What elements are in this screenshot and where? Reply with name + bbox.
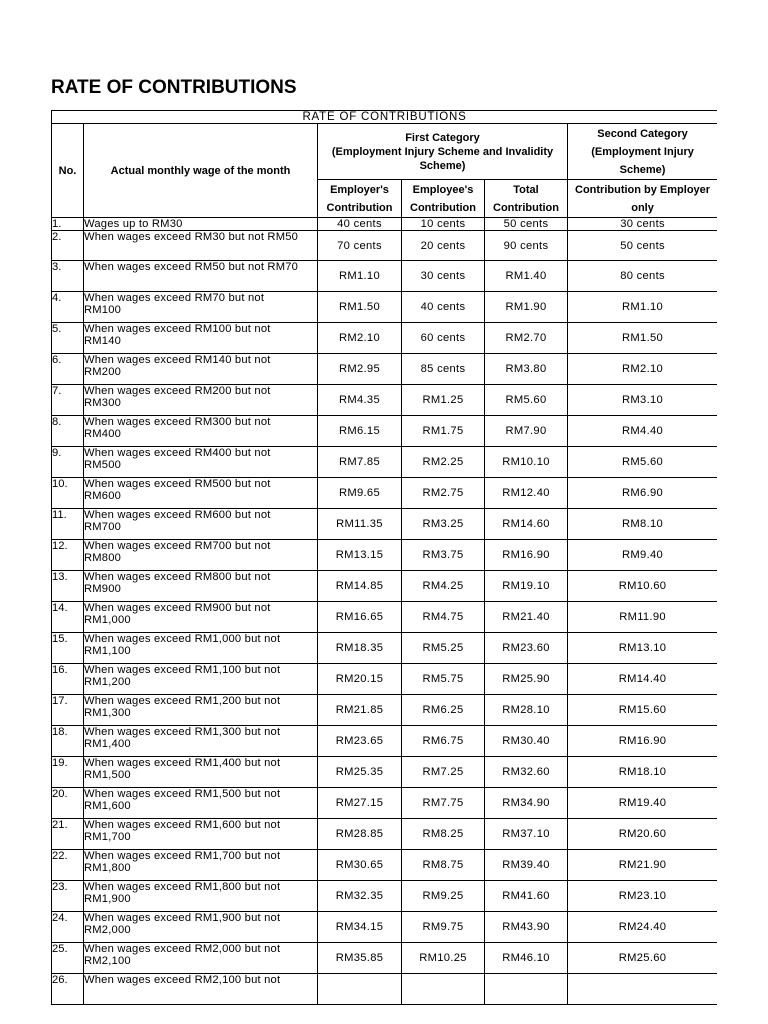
total-contribution: RM3.80 [485, 354, 568, 385]
employer-only-contribution [568, 974, 718, 1005]
total-contribution: RM32.60 [485, 757, 568, 788]
wage-range [84, 218, 318, 231]
wage-range-line2: RM1,200 [84, 676, 131, 688]
employee-contribution: RM10.25 [402, 943, 485, 974]
employer-only-contribution: RM15.60 [568, 695, 718, 726]
employer-contribution: RM1.50 [318, 292, 402, 323]
wage-range-line2: RM800 [84, 552, 122, 564]
table-container [51, 110, 717, 1024]
employer-contribution [318, 974, 402, 1005]
row-number: 13. [52, 571, 84, 602]
wage-range [84, 881, 318, 912]
header-employee-contribution [402, 180, 485, 218]
employer-only-header-line2: only [631, 201, 654, 214]
row-number: 2. [52, 231, 84, 261]
employer-only-contribution: 50 cents [568, 231, 718, 261]
table-row [52, 571, 718, 602]
row-number: 20. [52, 788, 84, 819]
wage-range-line2: RM2,100 [84, 955, 131, 967]
employer-contribution: 40 cents [318, 218, 402, 231]
total-contribution: RM21.40 [485, 602, 568, 633]
total-contribution [485, 974, 568, 1005]
total-contribution: 50 cents [485, 218, 568, 231]
employer-contribution: RM2.10 [318, 323, 402, 354]
employee-contribution: RM1.75 [402, 416, 485, 447]
employee-contribution: RM7.25 [402, 757, 485, 788]
header-second-category [568, 124, 718, 180]
employer-contribution: RM18.35 [318, 633, 402, 664]
wage-range-line1: Wages up to RM30 [84, 218, 183, 230]
employer-only-contribution: RM11.90 [568, 602, 718, 633]
employee-contribution [402, 974, 485, 1005]
employer-contribution: RM27.15 [318, 788, 402, 819]
wage-range-line2: RM140 [84, 335, 122, 347]
wage-range-line1: When wages exceed RM300 but not [84, 416, 271, 428]
employee-header-line2: Contribution [410, 201, 476, 214]
wage-range [84, 231, 318, 261]
wage-range-line2: RM200 [84, 366, 122, 378]
wage-range [84, 633, 318, 664]
header-row [52, 124, 718, 180]
employer-header-line1: Employer's [330, 183, 389, 196]
wage-range-line1: When wages exceed RM1,600 but not [84, 819, 281, 831]
employer-only-contribution: RM14.40 [568, 664, 718, 695]
contribution-rate-table [51, 110, 717, 1005]
table-row [52, 447, 718, 478]
wage-range-line1: When wages exceed RM2,100 but not [84, 974, 281, 986]
employer-contribution: RM13.15 [318, 540, 402, 571]
table-row [52, 695, 718, 726]
table-row [52, 261, 718, 292]
employer-contribution: RM30.65 [318, 850, 402, 881]
employee-contribution: 85 cents [402, 354, 485, 385]
table-row [52, 974, 718, 1005]
table-row [52, 943, 718, 974]
table-row [52, 602, 718, 633]
employer-only-contribution: RM6.90 [568, 478, 718, 509]
wage-range [84, 974, 318, 1005]
wage-range-line2: RM1,000 [84, 614, 131, 626]
employer-contribution: RM14.85 [318, 571, 402, 602]
header-employer-only [568, 180, 718, 218]
total-contribution: RM14.60 [485, 509, 568, 540]
row-number: 10. [52, 478, 84, 509]
employer-contribution: RM34.15 [318, 912, 402, 943]
wage-range-line2: RM500 [84, 459, 122, 471]
table-row [52, 323, 718, 354]
employee-contribution: RM2.25 [402, 447, 485, 478]
header-no: No. [52, 124, 84, 218]
table-row [52, 912, 718, 943]
employer-contribution: 70 cents [318, 231, 402, 261]
row-number: 12. [52, 540, 84, 571]
employer-only-contribution: RM21.90 [568, 850, 718, 881]
total-contribution: RM30.40 [485, 726, 568, 757]
employee-contribution: RM5.25 [402, 633, 485, 664]
total-contribution: RM1.90 [485, 292, 568, 323]
wage-range-line1: When wages exceed RM140 but not [84, 354, 271, 366]
employer-only-contribution: RM19.40 [568, 788, 718, 819]
employer-contribution: RM1.10 [318, 261, 402, 292]
employer-contribution: RM2.95 [318, 354, 402, 385]
total-contribution: 90 cents [485, 231, 568, 261]
wage-range [84, 354, 318, 385]
wage-range [84, 540, 318, 571]
table-row [52, 292, 718, 323]
employer-only-contribution: RM23.10 [568, 881, 718, 912]
wage-range-line2: RM900 [84, 583, 122, 595]
total-contribution: RM23.60 [485, 633, 568, 664]
employee-contribution: 30 cents [402, 261, 485, 292]
total-contribution: RM25.90 [485, 664, 568, 695]
wage-range-line1: When wages exceed RM1,900 but not [84, 912, 281, 924]
row-number: 14. [52, 602, 84, 633]
employer-only-contribution: RM8.10 [568, 509, 718, 540]
employer-only-contribution: RM16.90 [568, 726, 718, 757]
employee-contribution: 60 cents [402, 323, 485, 354]
wage-range-line2: RM1,300 [84, 707, 131, 719]
table-row [52, 385, 718, 416]
wage-range [84, 509, 318, 540]
wage-range [84, 292, 318, 323]
table-row [52, 354, 718, 385]
employer-contribution: RM28.85 [318, 819, 402, 850]
employer-only-contribution: RM13.10 [568, 633, 718, 664]
employer-only-contribution: RM1.10 [568, 292, 718, 323]
employee-contribution: 40 cents [402, 292, 485, 323]
wage-range-line2: RM1,900 [84, 893, 131, 905]
employer-contribution: RM21.85 [318, 695, 402, 726]
total-contribution: RM2.70 [485, 323, 568, 354]
wage-range-line1: When wages exceed RM70 but not [84, 292, 265, 304]
wage-range-line1: When wages exceed RM1,300 but not [84, 726, 281, 738]
employee-contribution: RM9.75 [402, 912, 485, 943]
wage-range-line1: When wages exceed RM900 but not [84, 602, 271, 614]
header-actual-wage: Actual monthly wage of the month [84, 124, 318, 218]
wage-range [84, 385, 318, 416]
employee-contribution: RM4.25 [402, 571, 485, 602]
table-row [52, 726, 718, 757]
table-row [52, 757, 718, 788]
wage-range-line2: RM1,700 [84, 831, 131, 843]
header-employer-contribution [318, 180, 402, 218]
wage-range [84, 912, 318, 943]
employee-contribution: RM9.25 [402, 881, 485, 912]
total-contribution: RM34.90 [485, 788, 568, 819]
total-contribution: RM5.60 [485, 385, 568, 416]
employer-contribution: RM32.35 [318, 881, 402, 912]
employer-only-contribution: RM25.60 [568, 943, 718, 974]
employee-contribution: RM5.75 [402, 664, 485, 695]
table-row [52, 416, 718, 447]
employer-contribution: RM11.35 [318, 509, 402, 540]
row-number: 19. [52, 757, 84, 788]
row-number: 18. [52, 726, 84, 757]
row-number: 25. [52, 943, 84, 974]
row-number: 15. [52, 633, 84, 664]
employer-only-header-line1: Contribution by Employer [575, 183, 711, 196]
total-contribution: RM41.60 [485, 881, 568, 912]
table-row [52, 633, 718, 664]
page-title: RATE OF CONTRIBUTIONS [51, 77, 297, 98]
wage-range-line1: When wages exceed RM1,000 but not [84, 633, 281, 645]
total-contribution: RM43.90 [485, 912, 568, 943]
row-number: 7. [52, 385, 84, 416]
table-title-row [52, 111, 718, 124]
employee-contribution: 20 cents [402, 231, 485, 261]
wage-range-line2: RM600 [84, 490, 122, 502]
employer-only-contribution: RM1.50 [568, 323, 718, 354]
table-row [52, 664, 718, 695]
total-contribution: RM37.10 [485, 819, 568, 850]
row-number: 4. [52, 292, 84, 323]
total-contribution: RM1.40 [485, 261, 568, 292]
total-contribution: RM12.40 [485, 478, 568, 509]
employer-only-contribution: RM4.40 [568, 416, 718, 447]
total-contribution: RM46.10 [485, 943, 568, 974]
second-category-scheme-cont: Scheme) [619, 163, 666, 176]
employee-contribution: 10 cents [402, 218, 485, 231]
wage-range-line2: RM1,600 [84, 800, 131, 812]
row-number: 26. [52, 974, 84, 1005]
header-first-category [318, 124, 568, 180]
employee-contribution: RM8.75 [402, 850, 485, 881]
wage-range-line2: RM400 [84, 428, 122, 440]
second-category-title: Second Category [597, 127, 688, 140]
total-header-line1: Total [513, 183, 539, 196]
employee-contribution: RM2.75 [402, 478, 485, 509]
table-row [52, 819, 718, 850]
employee-contribution: RM8.25 [402, 819, 485, 850]
employer-contribution: RM23.65 [318, 726, 402, 757]
table-row [52, 850, 718, 881]
first-category-title: First Category [405, 131, 480, 144]
wage-range-line1: When wages exceed RM500 but not [84, 478, 271, 490]
employer-contribution: RM7.85 [318, 447, 402, 478]
row-number: 22. [52, 850, 84, 881]
wage-range-line1: When wages exceed RM50 but not RM70 [84, 261, 299, 273]
employer-only-contribution: RM18.10 [568, 757, 718, 788]
table-title: RATE OF CONTRIBUTIONS [52, 111, 718, 124]
wage-range-line2: RM1,100 [84, 645, 131, 657]
row-number: 5. [52, 323, 84, 354]
total-header-line2: Contribution [493, 201, 559, 214]
wage-range [84, 943, 318, 974]
employee-contribution: RM6.75 [402, 726, 485, 757]
wage-range-line1: When wages exceed RM800 but not [84, 571, 271, 583]
wage-range [84, 571, 318, 602]
wage-range-line2: RM1,500 [84, 769, 131, 781]
total-contribution: RM39.40 [485, 850, 568, 881]
wage-range [84, 664, 318, 695]
employee-contribution: RM1.25 [402, 385, 485, 416]
row-number: 9. [52, 447, 84, 478]
employer-contribution: RM16.65 [318, 602, 402, 633]
first-category-scheme-cont: Scheme) [419, 159, 466, 172]
wage-range-line1: When wages exceed RM600 but not [84, 509, 271, 521]
table-row [52, 478, 718, 509]
employee-contribution: RM6.25 [402, 695, 485, 726]
wage-range-line2: RM100 [84, 304, 122, 316]
wage-range [84, 323, 318, 354]
wage-range-line1: When wages exceed RM400 but not [84, 447, 271, 459]
employer-only-contribution: 30 cents [568, 218, 718, 231]
wage-range-line1: When wages exceed RM1,400 but not [84, 757, 281, 769]
wage-range-line1: When wages exceed RM1,100 but not [84, 664, 281, 676]
row-number: 3. [52, 261, 84, 292]
wage-range-line1: When wages exceed RM30 but not RM50 [84, 231, 299, 243]
wage-range-line1: When wages exceed RM700 but not [84, 540, 271, 552]
row-number: 1. [52, 218, 84, 231]
table-row [52, 881, 718, 912]
employer-only-contribution: RM5.60 [568, 447, 718, 478]
employer-contribution: RM20.15 [318, 664, 402, 695]
wage-range [84, 478, 318, 509]
row-number: 24. [52, 912, 84, 943]
employer-only-contribution: RM24.40 [568, 912, 718, 943]
employer-contribution: RM6.15 [318, 416, 402, 447]
total-contribution: RM7.90 [485, 416, 568, 447]
wage-range [84, 695, 318, 726]
employer-only-contribution: RM2.10 [568, 354, 718, 385]
wage-range [84, 447, 318, 478]
total-contribution: RM10.10 [485, 447, 568, 478]
employee-contribution: RM3.75 [402, 540, 485, 571]
wage-range-line1: When wages exceed RM1,500 but not [84, 788, 281, 800]
row-number: 8. [52, 416, 84, 447]
employer-contribution: RM9.65 [318, 478, 402, 509]
employee-contribution: RM7.75 [402, 788, 485, 819]
wage-range-line2: RM1,800 [84, 862, 131, 874]
employee-contribution: RM3.25 [402, 509, 485, 540]
total-contribution: RM19.10 [485, 571, 568, 602]
wage-range-line1: When wages exceed RM2,000 but not [84, 943, 281, 955]
employer-contribution: RM4.35 [318, 385, 402, 416]
total-contribution: RM16.90 [485, 540, 568, 571]
employee-contribution: RM4.75 [402, 602, 485, 633]
employer-only-contribution: RM20.60 [568, 819, 718, 850]
employer-only-contribution: RM10.60 [568, 571, 718, 602]
table-row [52, 540, 718, 571]
row-number: 21. [52, 819, 84, 850]
wage-range [84, 788, 318, 819]
employee-header-line1: Employee's [412, 183, 474, 196]
employer-only-contribution: 80 cents [568, 261, 718, 292]
table-row [52, 788, 718, 819]
wage-range [84, 261, 318, 292]
wage-range-line2: RM2,000 [84, 924, 131, 936]
first-category-scheme: (Employment Injury Scheme and Invalidity [331, 145, 554, 158]
row-number: 23. [52, 881, 84, 912]
wage-range-line1: When wages exceed RM1,200 but not [84, 695, 281, 707]
wage-range-line1: When wages exceed RM1,800 but not [84, 881, 281, 893]
wage-range [84, 819, 318, 850]
row-number: 11. [52, 509, 84, 540]
wage-range [84, 726, 318, 757]
second-category-scheme: (Employment Injury [591, 145, 694, 158]
employer-only-contribution: RM3.10 [568, 385, 718, 416]
wage-range [84, 416, 318, 447]
table-row [52, 218, 718, 231]
wage-range-line2: RM300 [84, 397, 122, 409]
employer-header-line2: Contribution [326, 201, 393, 214]
wage-range [84, 850, 318, 881]
wage-range-line2: RM700 [84, 521, 122, 533]
wage-range-line2: RM1,400 [84, 738, 131, 750]
wage-range [84, 602, 318, 633]
header-total-contribution [485, 180, 568, 218]
wage-range [84, 757, 318, 788]
wage-range-line1: When wages exceed RM100 but not [84, 323, 271, 335]
wage-range-line1: When wages exceed RM200 but not [84, 385, 271, 397]
table-row [52, 509, 718, 540]
row-number: 17. [52, 695, 84, 726]
row-number: 6. [52, 354, 84, 385]
table-body [52, 218, 718, 1005]
row-number: 16. [52, 664, 84, 695]
wage-range-line1: When wages exceed RM1,700 but not [84, 850, 281, 862]
employer-only-contribution: RM9.40 [568, 540, 718, 571]
total-contribution: RM28.10 [485, 695, 568, 726]
employer-contribution: RM35.85 [318, 943, 402, 974]
table-row [52, 231, 718, 261]
employer-contribution: RM25.35 [318, 757, 402, 788]
